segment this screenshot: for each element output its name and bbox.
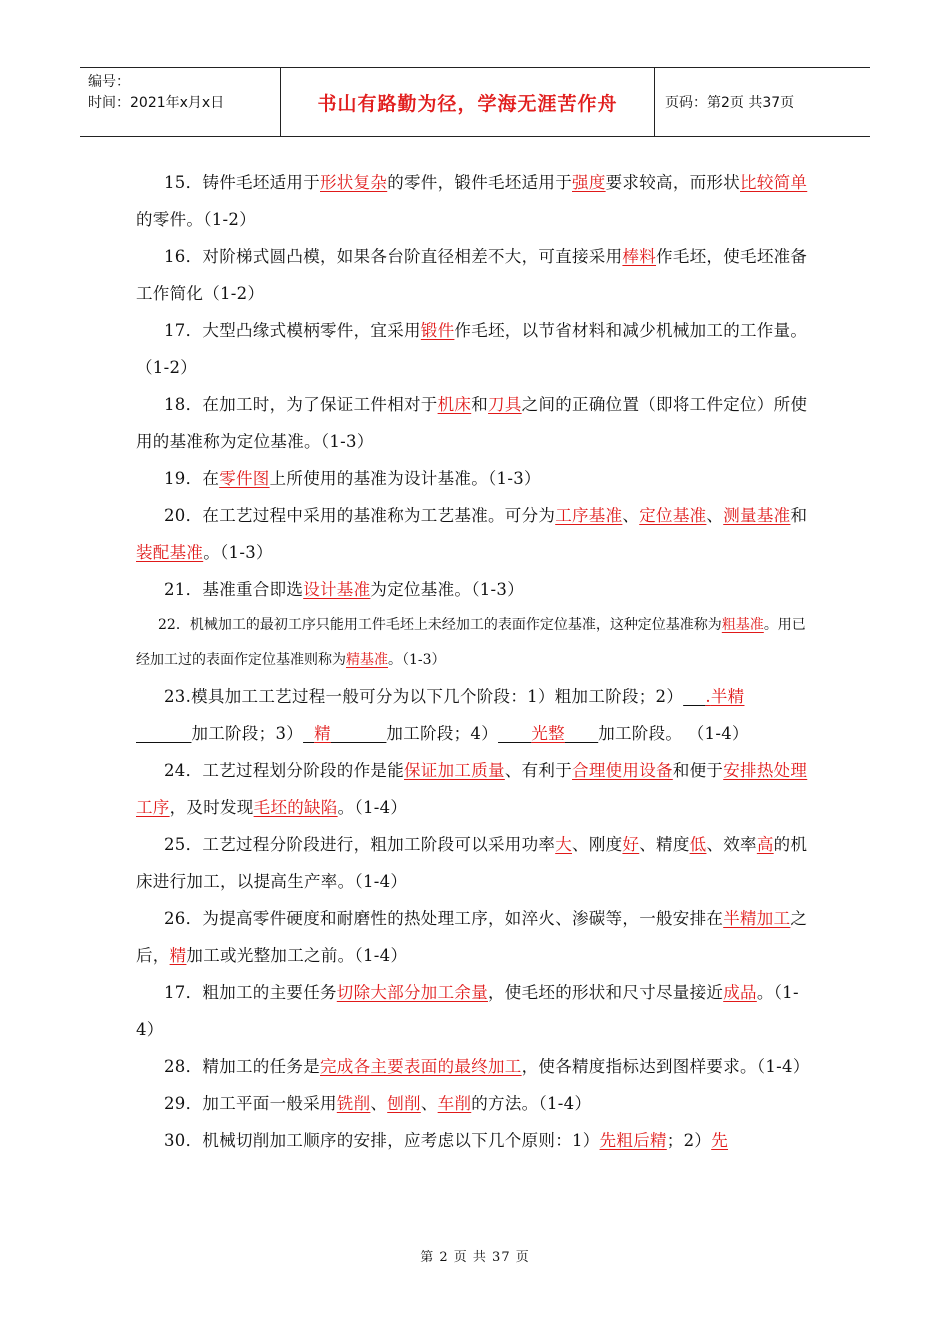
question-text: ；2） [666, 1131, 712, 1150]
question-text: 之后， [136, 909, 808, 965]
answer-text: 零件图 [219, 469, 270, 488]
question-item [136, 608, 816, 678]
question-text: 的方法。（1-4） [471, 1094, 592, 1113]
answer-text: 高 [756, 835, 774, 854]
header-meta [80, 68, 281, 136]
answer-text: 完成各主要表面的最终加工 [320, 1057, 522, 1076]
answer-text: 低 [689, 835, 707, 854]
question-item [136, 1048, 816, 1085]
question-text: 和 [471, 395, 489, 414]
answer-text: 装配基准 [136, 543, 204, 562]
question-text: 的机床进行加工，以提高生产率。（1-4） [136, 835, 808, 891]
answer-text: 合理使用设备 [572, 761, 673, 780]
question-text: 28．精加工的任务是 [164, 1057, 320, 1076]
answer-text: 好 [622, 835, 640, 854]
question-item [136, 460, 816, 497]
answer-text: 刨削 [387, 1094, 421, 1113]
question-text: 16．对阶梯式圆凸模，如果各台阶直径相差不大，可直接采用 [164, 247, 623, 266]
page-footer: 第 2 页 共 37 页 [420, 1250, 530, 1265]
answer-text: 先粗后精 [599, 1131, 667, 1150]
header-table [80, 67, 870, 137]
answer-text: 精基准 [346, 652, 388, 668]
question-text: 加工阶段。 （1-4） [598, 724, 749, 743]
question-item [136, 678, 816, 752]
question-text: 作毛坯，使毛坯准备工作简化（1-2） [136, 247, 808, 303]
blank-line [136, 724, 191, 743]
date-label: 时间：2021年x月x日 [88, 95, 225, 111]
answer-text: 先 [711, 1131, 729, 1150]
answer-text: 锻件 [420, 321, 455, 340]
question-text: 17．大型凸缘式模柄零件，宜采用 [164, 321, 421, 340]
answer-text: 棒料 [622, 247, 657, 266]
question-text: 。用已经加工过的表面作定位基准则称为 [136, 617, 806, 668]
answer-text: 铣削 [336, 1094, 371, 1113]
blank-line [683, 687, 705, 706]
question-item [136, 826, 816, 900]
answer-text: 强度 [572, 173, 606, 192]
question-text: 23.模具加工工艺过程一般可分为以下几个阶段：1）粗加工阶段；2） [164, 687, 684, 706]
question-item [136, 1122, 816, 1159]
question-text: 、精度 [639, 835, 690, 854]
question-text: 的零件，锻件毛坯适用于 [387, 173, 573, 192]
blank-line [565, 724, 598, 743]
question-item [136, 497, 816, 571]
question-text: 和 [790, 506, 808, 525]
motto: 书山有路勤为径，学海无涯苦作舟 [281, 68, 655, 136]
answer-text: 成品 [723, 983, 757, 1002]
question-text: 、 [706, 506, 724, 525]
question-text: 24．工艺过程划分阶段的作是能 [164, 761, 404, 780]
question-text: 19．在 [164, 469, 220, 488]
question-item [136, 974, 816, 1048]
answer-text: 安排热处理工序 [136, 761, 808, 817]
question-text: 18．在加工时，为了保证工件相对于 [164, 395, 438, 414]
answer-text: 形状复杂 [320, 173, 388, 192]
answer-text: 切除大部分加工余量 [336, 983, 488, 1002]
question-item [136, 312, 816, 386]
answer-text: 定位基准 [639, 506, 707, 525]
question-text: 30．机械切削加工顺序的安排，应考虑以下几个原则：1） [164, 1131, 600, 1150]
answer-text: 机床 [437, 395, 472, 414]
blank-line [303, 724, 314, 743]
question-text: 22．机械加工的最初工序只能用工件毛坯上未经加工的表面作定位基准，这种定位基准称为 [158, 617, 722, 633]
answer-text: 测量基准 [723, 506, 791, 525]
question-text: 为定位基准。（1-3） [370, 580, 525, 599]
question-text: 、有利于 [504, 761, 573, 780]
question-item [136, 386, 816, 460]
question-text: 、效率 [706, 835, 757, 854]
question-text: 20．在工艺过程中采用的基准称为工艺基准。可分为 [164, 506, 556, 525]
blank-line [331, 724, 386, 743]
answer-text: 比较简单 [740, 173, 808, 192]
answer-text: 精 [169, 946, 187, 965]
question-text: 、 [420, 1094, 438, 1113]
question-text: 21．基准重合即选 [164, 580, 304, 599]
question-text: 26．为提高零件硬度和耐磨性的热处理工序，如淬火、渗碳等，一般安排在 [164, 909, 724, 928]
answer-text: 工序基准 [555, 506, 623, 525]
question-text: 17．粗加工的主要任务 [164, 983, 337, 1002]
question-item [136, 238, 816, 312]
answer-text: 毛坯的缺陷 [253, 798, 338, 817]
question-text: 。（1-3） [388, 652, 446, 668]
question-text: 之间的正确位置（即将工件定位）所使用的基准称为定位基准。（1-3） [136, 395, 808, 451]
question-text: 15．铸件毛坯适用于 [164, 173, 320, 192]
question-text: 加工阶段；4） [386, 724, 499, 743]
code-label: 编号： [88, 74, 130, 90]
answer-text: 车削 [437, 1094, 472, 1113]
page-indicator: 页码：第2页 共37页 [665, 95, 795, 111]
answer-text: . [705, 687, 711, 706]
answer-text: 粗基准 [721, 617, 764, 633]
question-text: ，使各精度指标达到图样要求。（1-4） [521, 1057, 810, 1076]
answer-text: 光整 [531, 724, 565, 743]
question-text: 29．加工平面一般采用 [164, 1094, 337, 1113]
question-text: 上所使用的基准为设计基准。（1-3） [269, 469, 541, 488]
answer-text: 设计基准 [303, 580, 371, 599]
question-text: 、刚度 [572, 835, 623, 854]
question-text: 和便于 [672, 761, 724, 780]
question-text: ，及时发现 [169, 798, 254, 817]
question-text: 。（1-4） [136, 983, 799, 1039]
question-list [136, 164, 816, 1159]
question-item [136, 752, 816, 826]
question-text: 、 [370, 1094, 388, 1113]
answer-text: 精 [314, 724, 331, 743]
question-text: 、 [622, 506, 640, 525]
question-text: 。（1-3） [203, 543, 273, 562]
answer-text: 保证加工质量 [404, 761, 505, 780]
question-text: 加工或光整加工之前。（1-4） [186, 946, 408, 965]
question-text: 的零件。（1-2） [136, 210, 257, 229]
question-text: ，使毛坯的形状和尺寸尽量接近 [488, 983, 724, 1002]
answer-text: 半精加工 [723, 909, 791, 928]
question-text: 要求较高，而形状 [605, 173, 741, 192]
question-item [136, 571, 816, 608]
blank-line [498, 724, 531, 743]
question-text: 加工阶段；3） [191, 724, 304, 743]
answer-text: 大 [555, 835, 573, 854]
question-item [136, 900, 816, 974]
question-text: 25．工艺过程分阶段进行，粗加工阶段可以采用功率 [164, 835, 556, 854]
question-text: 作毛坯，以节省材料和减少机械加工的工作量。（1-2） [136, 321, 808, 377]
answer-text: 半精 [710, 687, 745, 706]
question-text: 。（1-4） [337, 798, 408, 817]
question-item [136, 1085, 816, 1122]
question-item [136, 164, 816, 238]
answer-text: 刀具 [488, 395, 522, 414]
